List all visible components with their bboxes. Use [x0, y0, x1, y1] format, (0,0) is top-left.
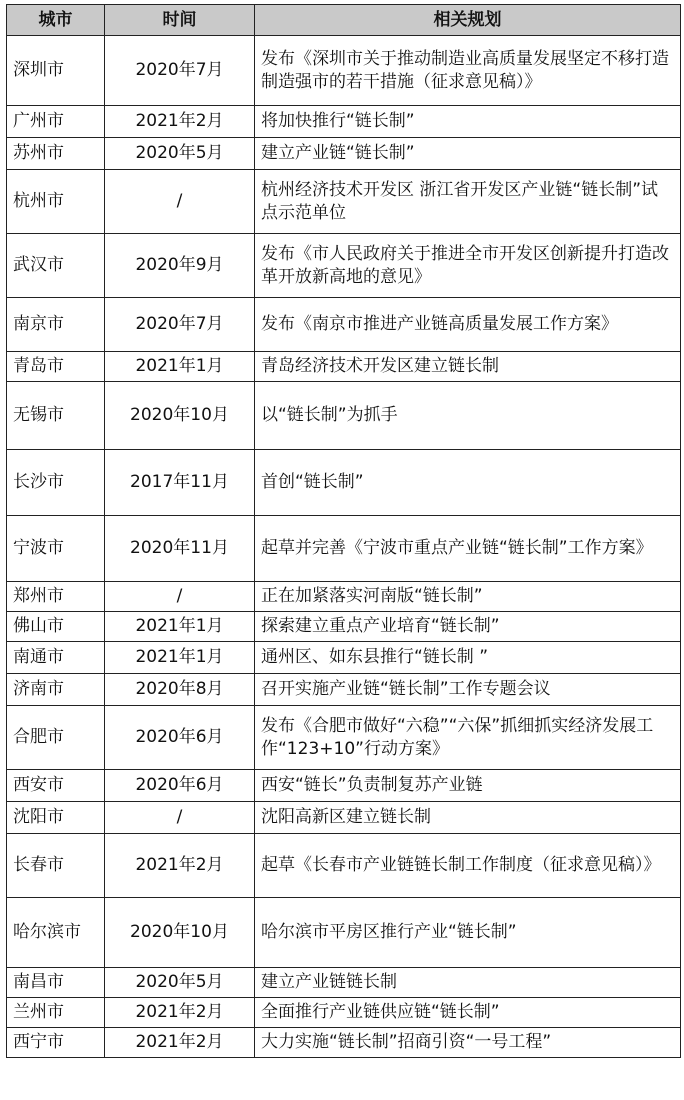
cell-city: 广州市 — [7, 106, 105, 138]
header-row — [7, 5, 681, 36]
cell-city: 哈尔滨市 — [7, 898, 105, 968]
cell-plan: 起草《长春市产业链链长制工作制度（征求意见稿）》 — [255, 834, 681, 898]
table-row — [7, 170, 681, 234]
cell-city: 郑州市 — [7, 582, 105, 612]
cell-plan: 沈阳高新区建立链长制 — [255, 802, 681, 834]
cell-time: 2021年2月 — [105, 998, 255, 1028]
cell-city: 南通市 — [7, 642, 105, 674]
cell-time: 2020年11月 — [105, 516, 255, 582]
cell-time: 2021年1月 — [105, 612, 255, 642]
cell-time: 2020年5月 — [105, 138, 255, 170]
table-row — [7, 234, 681, 298]
cell-city: 兰州市 — [7, 998, 105, 1028]
cell-city: 南昌市 — [7, 968, 105, 998]
table-row — [7, 998, 681, 1028]
cell-city: 杭州市 — [7, 170, 105, 234]
cell-plan: 以“链长制”为抓手 — [255, 382, 681, 450]
cell-plan: 发布《深圳市关于推动制造业高质量发展坚定不移打造制造强市的若干措施（征求意见稿）》 — [255, 36, 681, 106]
table-row — [7, 642, 681, 674]
cell-plan: 首创“链长制” — [255, 450, 681, 516]
cell-plan: 青岛经济技术开发区建立链长制 — [255, 352, 681, 382]
table-row — [7, 706, 681, 770]
cell-plan: 哈尔滨市平房区推行产业“链长制” — [255, 898, 681, 968]
cell-city: 沈阳市 — [7, 802, 105, 834]
cell-time: 2020年7月 — [105, 298, 255, 352]
cell-plan: 发布《合肥市做好“六稳”“六保”抓细抓实经济发展工作“123+10”行动方案》 — [255, 706, 681, 770]
cell-city: 佛山市 — [7, 612, 105, 642]
cell-time: 2020年6月 — [105, 770, 255, 802]
table-row — [7, 612, 681, 642]
table-row — [7, 834, 681, 898]
table-row — [7, 770, 681, 802]
cell-city: 合肥市 — [7, 706, 105, 770]
cell-plan: 召开实施产业链“链长制”工作专题会议 — [255, 674, 681, 706]
cell-plan: 起草并完善《宁波市重点产业链“链长制”工作方案》 — [255, 516, 681, 582]
cell-plan: 发布《南京市推进产业链高质量发展工作方案》 — [255, 298, 681, 352]
cell-plan: 全面推行产业链供应链“链长制” — [255, 998, 681, 1028]
cell-city: 长春市 — [7, 834, 105, 898]
cell-time: 2020年7月 — [105, 36, 255, 106]
cell-city: 济南市 — [7, 674, 105, 706]
header-time: 时间 — [105, 5, 255, 36]
cell-plan: 大力实施“链长制”招商引资“一号工程” — [255, 1028, 681, 1058]
cell-time: 2020年10月 — [105, 898, 255, 968]
cell-plan: 建立产业链链长制 — [255, 968, 681, 998]
cell-plan: 探索建立重点产业培育“链长制” — [255, 612, 681, 642]
cell-city: 苏州市 — [7, 138, 105, 170]
cell-city: 西安市 — [7, 770, 105, 802]
cell-city: 武汉市 — [7, 234, 105, 298]
cell-time: 2020年10月 — [105, 382, 255, 450]
cell-city: 宁波市 — [7, 516, 105, 582]
cell-time: 2020年5月 — [105, 968, 255, 998]
table-row — [7, 968, 681, 998]
table-row — [7, 138, 681, 170]
table-row — [7, 450, 681, 516]
cell-time: 2021年1月 — [105, 352, 255, 382]
table-row — [7, 674, 681, 706]
cell-city: 无锡市 — [7, 382, 105, 450]
cell-time: / — [105, 170, 255, 234]
table-row — [7, 106, 681, 138]
table-row — [7, 898, 681, 968]
cell-time: 2020年9月 — [105, 234, 255, 298]
cell-time: 2021年2月 — [105, 834, 255, 898]
cell-plan: 将加快推行“链长制” — [255, 106, 681, 138]
table-row — [7, 352, 681, 382]
table-row — [7, 516, 681, 582]
cell-plan: 正在加紧落实河南版“链长制” — [255, 582, 681, 612]
table-row — [7, 582, 681, 612]
table-row — [7, 36, 681, 106]
cell-plan: 西安“链长”负责制复苏产业链 — [255, 770, 681, 802]
city-plan-table — [6, 4, 681, 1058]
cell-time: 2021年1月 — [105, 642, 255, 674]
cell-time: / — [105, 802, 255, 834]
header-city: 城市 — [7, 5, 105, 36]
table-row — [7, 1028, 681, 1058]
cell-city: 深圳市 — [7, 36, 105, 106]
cell-city: 长沙市 — [7, 450, 105, 516]
cell-time: / — [105, 582, 255, 612]
cell-time: 2021年2月 — [105, 106, 255, 138]
table-row — [7, 802, 681, 834]
cell-plan: 通州区、如东县推行“链长制 ” — [255, 642, 681, 674]
cell-plan: 杭州经济技术开发区 浙江省开发区产业链“链长制”试点示范单位 — [255, 170, 681, 234]
header-plan: 相关规划 — [255, 5, 681, 36]
cell-city: 西宁市 — [7, 1028, 105, 1058]
table-row — [7, 382, 681, 450]
cell-city: 青岛市 — [7, 352, 105, 382]
cell-time: 2017年11月 — [105, 450, 255, 516]
cell-time: 2020年6月 — [105, 706, 255, 770]
cell-city: 南京市 — [7, 298, 105, 352]
cell-time: 2021年2月 — [105, 1028, 255, 1058]
table-row — [7, 298, 681, 352]
cell-time: 2020年8月 — [105, 674, 255, 706]
cell-plan: 建立产业链“链长制” — [255, 138, 681, 170]
cell-plan: 发布《市人民政府关于推进全市开发区创新提升打造改革开放新高地的意见》 — [255, 234, 681, 298]
